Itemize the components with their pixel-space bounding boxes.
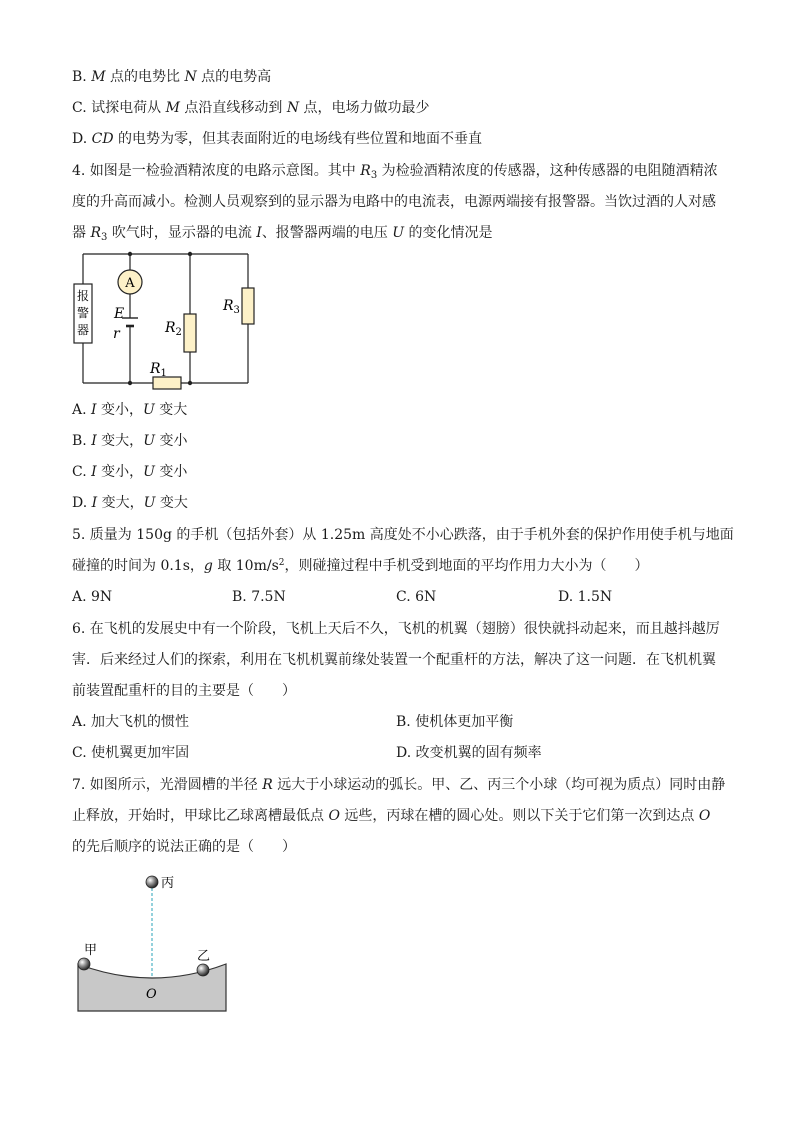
q5-option-c: C. 6N: [396, 589, 437, 605]
option-text: 点的电势高: [196, 69, 272, 85]
stem-text: 度的升高而减小。检测人员观察到的显示器为电路中的电流表，电源两端接有报警器。当饮过酒的人对感: [72, 194, 716, 210]
variable-u: U: [143, 464, 155, 480]
variable-u: U: [143, 402, 155, 418]
stem-text: 远大于小球运动的弧长。甲、乙、丙三个小球（均可视为质点）同时由静: [272, 777, 726, 793]
stem-text: 的变化情况是: [404, 225, 493, 241]
option-text: C. 试探电荷从: [72, 100, 166, 116]
stem-text: 碰撞的时间为 0.1s，: [72, 558, 204, 574]
ball-c-icon: [146, 876, 158, 888]
option-letter: D.: [72, 495, 92, 511]
stem-text: 4. 如图是一检验酒精浓度的电路示意图。其中: [72, 163, 361, 179]
option-text: D.: [72, 131, 92, 147]
option-letter: B.: [72, 433, 92, 449]
r1-letter: R: [150, 361, 161, 377]
variable-r: R: [360, 163, 371, 179]
ball-b-icon: [197, 964, 209, 976]
q3-option-c: [72, 99, 430, 117]
superscript: 2: [278, 558, 285, 568]
ball-a-label: 甲: [84, 943, 98, 958]
point-o-label: O: [146, 987, 157, 1002]
stem-text: 取 10m/s: [212, 558, 279, 574]
option-letter: A.: [72, 402, 92, 418]
option-text: 变小: [154, 464, 188, 480]
variable-n: N: [184, 69, 197, 85]
variable-r: R: [262, 777, 273, 793]
stem-text: 前装置配重杆的目的主要是（ ）: [72, 683, 296, 699]
q3-option-b: [72, 68, 271, 86]
variable-m: M: [165, 100, 180, 116]
resistor-r2: [184, 314, 196, 352]
option-text: 变小: [155, 433, 188, 449]
groove-diagram: [70, 868, 240, 1018]
q6-stem-line2: [72, 651, 716, 669]
option-text: 点，电场力做功最少: [299, 100, 430, 116]
r2-subscript: 2: [175, 327, 182, 338]
stem-text: 害．后来经过人们的探索，利用在飞机机翼前缘处装置一个配重杆的方法，解决了这一问题．在飞机机翼: [72, 652, 716, 668]
q5-option-b: B. 7.5N: [232, 589, 286, 605]
variable-o: O: [698, 808, 711, 824]
stem-text: 吹气时，显示器的电流: [107, 225, 257, 241]
option-text: 变大，: [96, 433, 144, 449]
q6-stem-line3: [72, 682, 296, 700]
internal-resistance-label: r: [113, 326, 120, 342]
q6-option-a: A. 加大飞机的惯性: [72, 714, 190, 730]
ammeter-label: A: [125, 276, 135, 291]
junction-dot: [188, 252, 192, 256]
variable-o: O: [328, 808, 340, 824]
junction-dot: [188, 381, 192, 385]
option-text: 点的电势比: [105, 69, 185, 85]
variable-m: M: [91, 69, 106, 85]
circuit-diagram: [68, 246, 258, 391]
alarm-label-char: 警: [76, 306, 90, 320]
q5-option-d: D. 1.5N: [558, 589, 613, 605]
q7-stem-line2: [72, 807, 710, 825]
subscript: 3: [101, 232, 108, 243]
variable-i: I: [91, 495, 98, 511]
option-text: 变大: [154, 402, 188, 418]
ball-a-icon: [78, 958, 90, 970]
variable-cd: CD: [91, 131, 114, 147]
q4-stem-line1: [72, 162, 718, 180]
stem-text: 5. 质量为 150g 的手机（包括外套）从 1.25m 高度处不小心跌落，由于手机外套的保护作用使手机与地面: [72, 527, 734, 543]
q4-stem-line2: [72, 193, 716, 211]
variable-i: I: [256, 225, 262, 241]
q4-option-a: [72, 401, 187, 419]
q7-stem-line1: [72, 776, 725, 794]
r2-label: [164, 320, 182, 338]
variable-i: I: [91, 433, 97, 449]
option-text: 变小，: [96, 464, 144, 480]
alarm-label-char: 报: [76, 289, 90, 303]
q3-option-d: [72, 130, 482, 148]
q6-option-b: B. 使机体更加平衡: [396, 714, 514, 730]
option-text: 的电势为零，但其表面附近的电场线有些位置和地面不垂直: [113, 131, 483, 147]
stem-text: 的先后顺序的说法正确的是（ ）: [72, 839, 296, 855]
stem-text: 远些，丙球在槽的圆心处。则以下关于它们第一次到达点: [339, 808, 699, 824]
variable-g: g: [203, 558, 213, 574]
r3-letter: R: [223, 298, 234, 314]
q4-option-c: [72, 463, 187, 481]
stem-text: 为检验酒精浓度的传感器，这种传感器的电阻随酒精浓: [377, 163, 718, 179]
q4-option-d: [72, 494, 188, 512]
q5-stem-line2: [72, 557, 649, 575]
ball-b-label: 乙: [197, 949, 211, 964]
resistor-r1: [153, 377, 181, 389]
variable-i: I: [91, 402, 97, 418]
option-text: 点沿直线移动到: [179, 100, 287, 116]
q6-option-c: C. 使机翼更加牢固: [72, 745, 190, 761]
stem-text: ，则碰撞过程中手机受到地面的平均作用力大小为（ ）: [284, 558, 649, 574]
q6-stem-line1: [72, 620, 720, 638]
option-text: 变小，: [96, 402, 143, 418]
option-text: 变大，: [97, 495, 144, 511]
r1-subscript: 1: [160, 368, 167, 379]
q6-option-d: D. 改变机翼的固有频率: [396, 745, 542, 761]
variable-r: R: [90, 225, 101, 241]
q4-stem-line3: [72, 224, 493, 242]
q4-option-b: [72, 432, 187, 450]
junction-dot: [128, 252, 132, 256]
resistor-r3: [242, 288, 254, 324]
stem-text: 器: [72, 225, 91, 241]
q7-stem-line3: [72, 838, 296, 856]
option-text: B.: [72, 69, 92, 85]
junction-dot: [128, 381, 132, 385]
q5-option-a: A. 9N: [72, 589, 113, 605]
stem-text: 、报警器两端的电压: [261, 225, 393, 241]
variable-u: U: [392, 225, 405, 241]
r3-label: [222, 298, 240, 316]
stem-text: 止释放，开始时，甲球比乙球离槽最低点: [72, 808, 329, 824]
subscript: 3: [370, 170, 378, 181]
option-letter: C.: [72, 464, 92, 480]
variable-u: U: [143, 495, 156, 511]
variable-i: I: [91, 464, 97, 480]
emf-label: E: [114, 306, 125, 322]
q5-stem-line1: [72, 526, 734, 544]
r2-letter: R: [165, 320, 176, 336]
option-text: 变大: [155, 495, 188, 511]
r3-subscript: 3: [233, 305, 240, 316]
variable-n: N: [286, 100, 300, 116]
stem-text: 6. 在飞机的发展史中有一个阶段，飞机上天后不久，飞机的机翼（翅膀）很快就抖动起来，而且越抖越厉: [72, 621, 720, 637]
stem-text: 7. 如图所示，光滑圆槽的半径: [72, 777, 263, 793]
variable-u: U: [143, 433, 155, 449]
alarm-label-char: 器: [76, 323, 90, 337]
r1-label: [149, 361, 167, 379]
ball-c-label: 丙: [161, 876, 175, 891]
